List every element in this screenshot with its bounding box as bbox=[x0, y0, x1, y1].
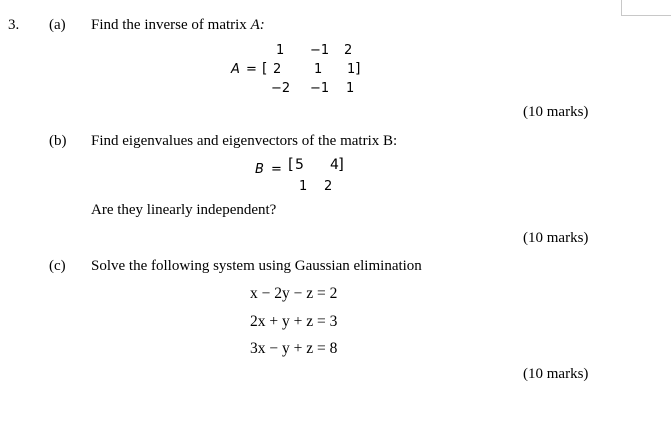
matrix-a-cell: 1 bbox=[314, 62, 323, 77]
matrix-b-name: B bbox=[255, 162, 264, 177]
matrix-a-cell: −2 bbox=[271, 81, 291, 96]
matrix-a-cell: 1 bbox=[276, 43, 285, 58]
matrix-a-close-bracket: ] bbox=[355, 61, 361, 77]
matrix-b-close-bracket: ] bbox=[338, 155, 344, 173]
equals-sign: = bbox=[271, 162, 282, 177]
equation: 3x − y + z = 8 bbox=[250, 340, 338, 357]
matrix-a-cell: 2 bbox=[273, 62, 282, 77]
part-a-prompt: Find the inverse of matrix A: bbox=[91, 17, 265, 33]
window-corner-decoration bbox=[621, 0, 671, 16]
part-b-prompt: Find eigenvalues and eigenvectors of the matrix B: bbox=[91, 133, 398, 149]
question-number: 3. bbox=[8, 17, 20, 33]
part-c-marks: (10 marks) bbox=[523, 366, 589, 382]
matrix-a-cell: −1 bbox=[310, 43, 330, 58]
equation: 2x + y + z = 3 bbox=[250, 313, 338, 330]
matrix-a-open-bracket: [ bbox=[262, 61, 268, 77]
matrix-a-cell: 1 bbox=[346, 81, 355, 96]
matrix-a-cell: −1 bbox=[310, 81, 330, 96]
part-b-label: (b) bbox=[49, 133, 67, 149]
part-a-label: (a) bbox=[49, 17, 66, 33]
matrix-a-cell: 1 bbox=[347, 62, 356, 77]
part-c-prompt: Solve the following system using Gaussian elimination bbox=[91, 258, 422, 274]
part-b-followup: Are they linearly independent? bbox=[91, 202, 277, 218]
equation: x − 2y − z = 2 bbox=[250, 285, 338, 302]
part-c-label: (c) bbox=[49, 258, 66, 274]
matrix-a-name: A bbox=[231, 62, 240, 77]
equals-sign: = bbox=[246, 62, 257, 77]
matrix-b-cell: 5 bbox=[295, 157, 304, 173]
matrix-a-cell: 2 bbox=[344, 43, 353, 58]
part-a-marks: (10 marks) bbox=[523, 104, 589, 120]
matrix-b-cell: 4 bbox=[330, 157, 339, 173]
matrix-b-cell: 1 bbox=[299, 179, 308, 194]
matrix-b-cell: 2 bbox=[324, 179, 333, 194]
part-b-marks: (10 marks) bbox=[523, 230, 589, 246]
matrix-b-open-bracket: [ bbox=[288, 155, 294, 173]
